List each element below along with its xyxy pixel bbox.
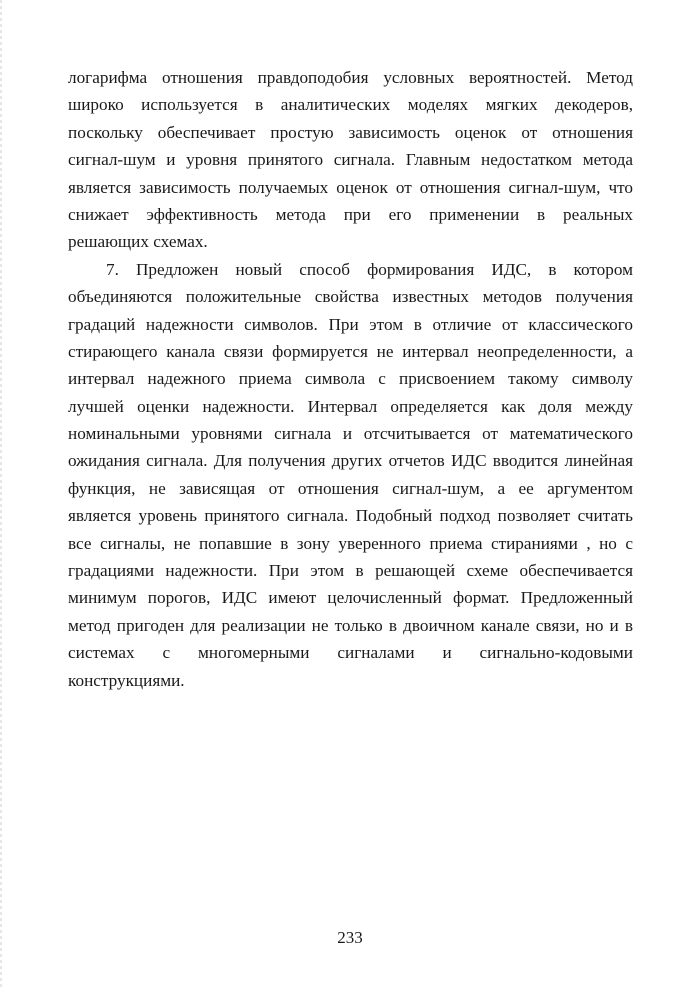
text-line: лучшей оценки надежности. Интервал определяется как доля между — [68, 396, 633, 416]
text-line: системах с многомерными сигналами и сигнально-кодовыми — [68, 643, 633, 663]
text-line: является уровень принятого сигнала. Подобный подход позволяет считать — [68, 506, 633, 526]
text-line: номинальными уровнями сигнала и отсчитывается от математического — [68, 424, 633, 444]
text-line: градациями надежности. При этом в решающей схеме обеспечивается — [68, 561, 633, 581]
text-line: минимум порогов, ИДС имеют целочисленный формат. Предложенный — [68, 588, 633, 608]
text-line: поскольку обеспечивает простую зависимость оценок от отношения — [68, 122, 633, 142]
page-edge-divider — [0, 0, 2, 990]
text-line: ожидания сигнала. Для получения других отчетов ИДС вводится линейная — [68, 451, 633, 471]
text-line: конструкциями. — [68, 670, 185, 690]
text-line: метод пригоден для реализации не только в двоичном канале связи, но и в — [68, 615, 633, 635]
text-line: объединяются положительные свойства известных методов получения — [68, 287, 633, 307]
text-line: снижает эффективность метода при его применении в реальных — [68, 204, 633, 224]
page-number: 233 — [337, 928, 363, 947]
text-line: все сигналы, не попавшие в зону уверенного приема стираниями , но с — [68, 533, 633, 553]
text-line: является зависимость получаемых оценок от отношения сигнал-шум, что — [68, 177, 633, 197]
text-line: интервал надежного приема символа с присвоением такому символу — [68, 369, 633, 389]
text-line: решающих схемах. — [68, 232, 208, 252]
text-line: широко используется в аналитических моделях мягких декодеров, — [68, 95, 633, 115]
text-line: сигнал-шум и уровня принятого сигнала. Главным недостатком метода — [68, 150, 633, 170]
text-line: функция, не зависящая от отношения сигнал-шум, а ее аргументом — [68, 478, 633, 498]
text-line: логарифма отношения правдоподобия условных вероятностей. Метод — [68, 68, 633, 87]
body-text — [68, 64, 633, 694]
text-line: стирающего канала связи формируется не интервал неопределенности, а — [68, 341, 633, 361]
text-line: 7. Предложен новый способ формирования ИДС, в котором — [106, 259, 633, 279]
text-line: градаций надежности символов. При этом в отличие от классического — [68, 314, 633, 334]
